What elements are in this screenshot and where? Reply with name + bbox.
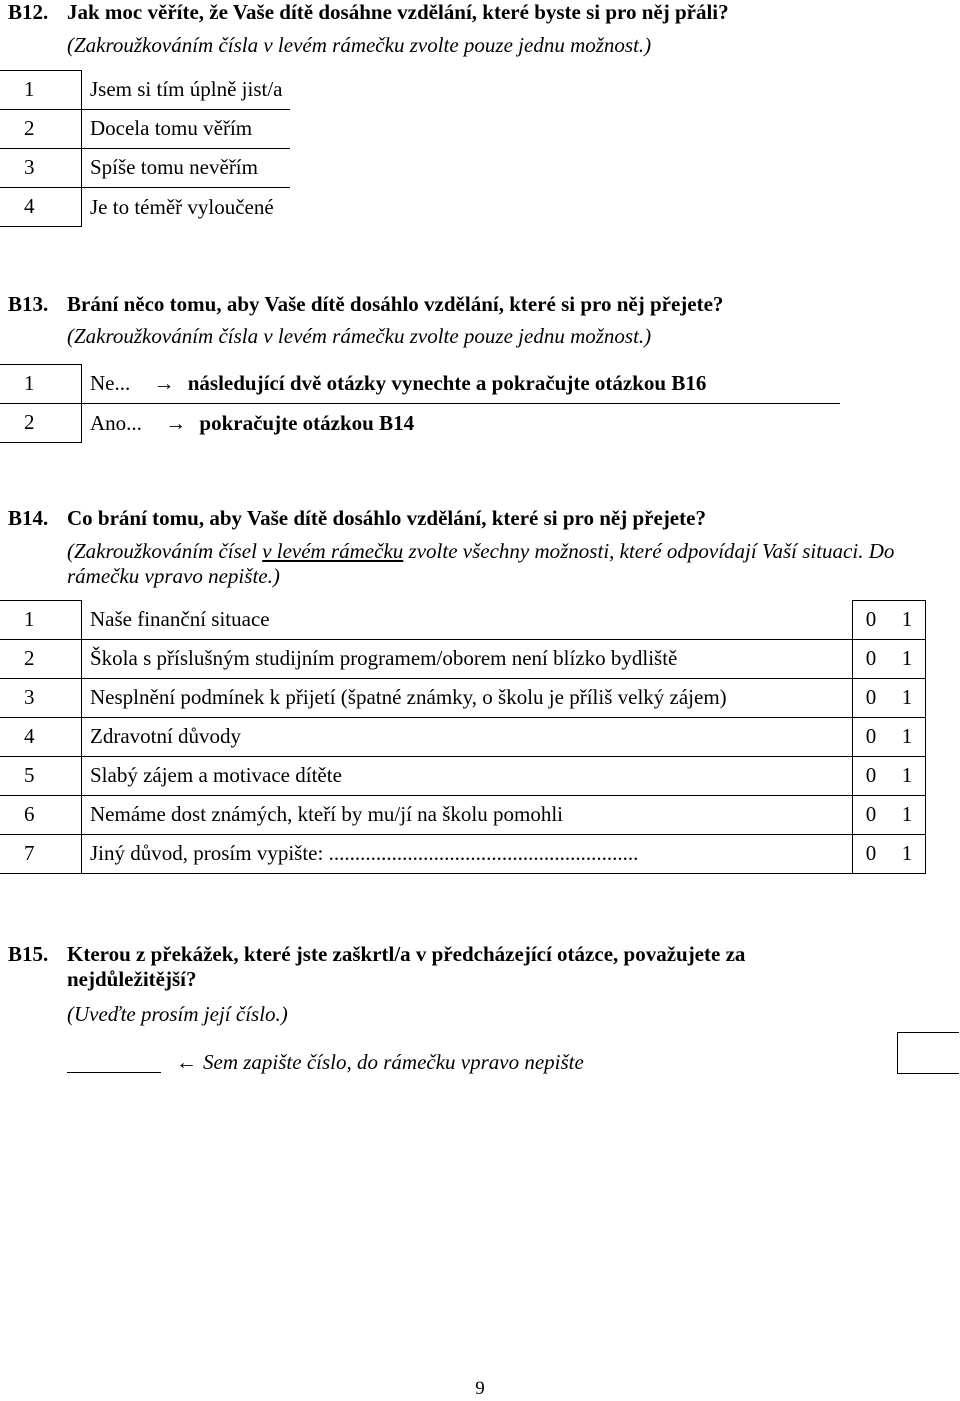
b15-question: Kterou z překážek, které jste zaškrtl/a v předcházející otázce, považujete za nejdůležitější?	[67, 942, 746, 992]
b14-code-1: 1	[889, 601, 926, 640]
b14-code-0: 0	[853, 640, 890, 679]
b14-option-label: Slabý zájem a motivace dítěte	[82, 757, 853, 796]
b14-option-6[interactable]	[0, 796, 926, 835]
b15-code-box	[897, 1032, 959, 1074]
b15-hint	[176, 1050, 584, 1075]
b14-option-number[interactable]: 4	[0, 718, 82, 757]
b13-option-content	[82, 365, 841, 404]
arrow-right-icon: →	[153, 371, 175, 396]
b13-option-label: Ne...	[90, 371, 131, 396]
b12-option-label: Spíše tomu nevěřím	[82, 149, 291, 188]
b15-hint-text: Sem zapište číslo, do rámečku vpravo nepište	[203, 1050, 584, 1074]
b14-code-0: 0	[853, 757, 890, 796]
b13-option-number[interactable]: 2	[0, 404, 82, 443]
b12-option-4[interactable]	[0, 188, 290, 227]
b13-option-note: pokračujte otázkou B14	[199, 410, 415, 435]
b14-code-0: 0	[853, 679, 890, 718]
b14-option-number[interactable]: 7	[0, 835, 82, 874]
b14-code-1: 1	[889, 835, 926, 874]
b14-option-label[interactable]: Jiný důvod, prosím vypište: ...........................................................	[82, 835, 853, 874]
b14-code-0: 0	[853, 601, 890, 640]
b13-option-number[interactable]: 1	[0, 365, 82, 404]
b14-instruction-b: zvolte všechny možnosti, které odpovídají Vaší situaci. Do rámečku vpravo nepište.)	[67, 539, 895, 589]
b13-option-2[interactable]	[0, 404, 840, 443]
b12-option-3[interactable]	[0, 149, 290, 188]
b14-option-number[interactable]: 2	[0, 640, 82, 679]
b12-instruction: (Zakroužkováním čísla v levém rámečku zvolte pouze jednu možnost.)	[67, 33, 652, 57]
b12-option-2[interactable]	[0, 110, 290, 149]
b14-option-3[interactable]	[0, 679, 926, 718]
b15-answer-line[interactable]	[67, 1072, 161, 1073]
b13-options	[0, 364, 840, 443]
b12-options	[0, 70, 290, 227]
b14-option-4[interactable]	[0, 718, 926, 757]
b14-option-number[interactable]: 6	[0, 796, 82, 835]
b14-instruction-underlined: v levém rámečku	[262, 539, 404, 563]
b14-option-number[interactable]: 1	[0, 601, 82, 640]
b14-code-1: 1	[889, 640, 926, 679]
b12-option-number[interactable]: 2	[0, 110, 82, 149]
b14-options	[0, 600, 926, 874]
b14-option-1[interactable]	[0, 601, 926, 640]
b15-instruction: (Uveďte prosím její číslo.)	[67, 1002, 288, 1026]
b12-option-label: Je to téměř vyloučené	[82, 188, 291, 227]
b14-code-1: 1	[889, 679, 926, 718]
b14-option-label: Nemáme dost známých, kteří by mu/jí na školu pomohli	[82, 796, 853, 835]
arrow-left-icon: ←	[176, 1050, 197, 1074]
b14-option-label: Naše finanční situace	[82, 601, 853, 640]
b14-instruction	[67, 539, 920, 589]
b12-option-number[interactable]: 4	[0, 188, 82, 227]
b14-option-number[interactable]: 5	[0, 757, 82, 796]
b13-instruction: (Zakroužkováním čísla v levém rámečku zvolte pouze jednu možnost.)	[67, 324, 652, 348]
b13-question: Brání něco tomu, aby Vaše dítě dosáhlo vzdělání, které si pro něj přejete?	[67, 292, 724, 316]
arrow-right-icon: →	[165, 410, 187, 435]
b13-number: B13.	[8, 292, 49, 316]
b13-option-label: Ano...	[90, 410, 142, 435]
b14-option-5[interactable]	[0, 757, 926, 796]
b14-option-label: Škola s příslušným studijním programem/oborem není blízko bydliště	[82, 640, 853, 679]
b13-option-1[interactable]	[0, 365, 840, 404]
b14-option-label: Zdravotní důvody	[82, 718, 853, 757]
b14-code-1: 1	[889, 757, 926, 796]
b14-code-0: 0	[853, 796, 890, 835]
b12-option-1[interactable]	[0, 71, 290, 110]
b12-option-number[interactable]: 3	[0, 149, 82, 188]
b12-question: Jak moc věříte, že Vaše dítě dosáhne vzdělání, které byste si pro něj přáli?	[67, 0, 729, 24]
b14-code-0: 0	[853, 718, 890, 757]
b14-code-1: 1	[889, 796, 926, 835]
b14-option-7[interactable]	[0, 835, 926, 874]
b14-instruction-a: (Zakroužkováním čísel	[67, 539, 263, 563]
b14-option-2[interactable]	[0, 640, 926, 679]
b14-code-1: 1	[889, 718, 926, 757]
b14-question: Co brání tomu, aby Vaše dítě dosáhlo vzdělání, které si pro něj přejete?	[67, 506, 706, 530]
b12-option-number[interactable]: 1	[0, 71, 82, 110]
b14-option-label: Nesplnění podmínek k přijetí (špatné známky, o školu je příliš velký zájem)	[82, 679, 853, 718]
b14-number: B14.	[8, 506, 49, 530]
b15-number: B15.	[8, 942, 49, 966]
b12-option-label: Jsem si tím úplně jist/a	[82, 71, 291, 110]
b13-option-content	[82, 404, 841, 443]
b13-option-note: následující dvě otázky vynechte a pokračujte otázkou B16	[187, 371, 707, 396]
b14-option-number[interactable]: 3	[0, 679, 82, 718]
b12-number: B12.	[8, 0, 49, 24]
page-number: 9	[475, 1378, 485, 1399]
b14-code-0: 0	[853, 835, 890, 874]
b12-option-label: Docela tomu věřím	[82, 110, 291, 149]
